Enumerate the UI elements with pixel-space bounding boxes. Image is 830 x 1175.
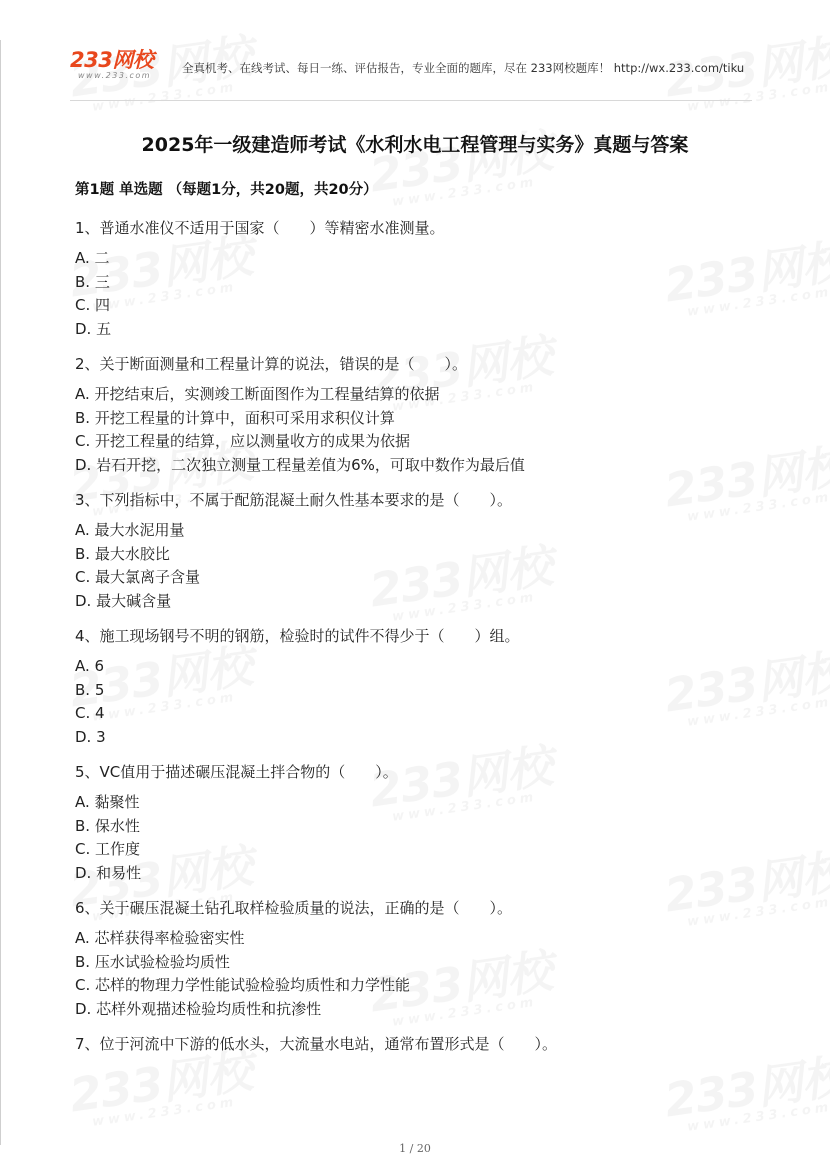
option: D. 最大碱含量: [75, 591, 172, 610]
option: A. 最大水泥用量: [75, 521, 185, 539]
option: C. 芯样的物理力学性能试验检验均质性和力学性能: [75, 976, 411, 994]
option: A. 黏聚性: [75, 793, 140, 811]
option: C. 开挖工程量的结算，应以测量收方的成果为依据: [75, 432, 411, 450]
option: D. 3: [75, 727, 106, 746]
option: B. 最大水胶比: [75, 544, 170, 563]
option: C. 工作度: [75, 840, 141, 858]
page-number: 1 / 20: [399, 1142, 431, 1155]
option: D. 五: [75, 319, 112, 338]
option: D. 芯样外观描述检验均质性和抗渗性: [75, 999, 322, 1018]
option: B. 5: [75, 680, 105, 699]
logo-text: 233网校: [70, 48, 154, 72]
option: C. 四: [75, 296, 111, 314]
question-stem: 3、下列指标中，不属于配筋混凝土耐久性基本要求的是（ ）。: [75, 491, 513, 509]
question: [75, 353, 790, 477]
header-slogan: 全真机考、在线考试、每日一练、评估报告，专业全面的题库，尽在 233网校题库！ http://wx.233.com/tiku: [182, 61, 745, 75]
option: C. 4: [75, 704, 105, 722]
logo-url: www.233.com: [78, 71, 152, 80]
question-stem: 5、VC值用于描述碾压混凝土拌合物的（ ）。: [75, 763, 398, 781]
question-list: [75, 217, 790, 1067]
option: D. 和易性: [75, 863, 142, 882]
question-stem: 4、施工现场钢号不明的钢筋，检验时的试件不得少于（ ）组。: [75, 627, 520, 645]
option: C. 最大氯离子含量: [75, 568, 201, 586]
document-title: 2025年一级建造师考试《水利水电工程管理与实务》真题与答案: [141, 134, 689, 156]
option: B. 压水试验检验均质性: [75, 952, 230, 971]
question: [75, 489, 790, 613]
page-header: [70, 50, 752, 101]
question: [75, 1033, 790, 1055]
question: [75, 761, 790, 885]
option: A. 二: [75, 249, 110, 267]
question-stem: 2、关于断面测量和工程量计算的说法，错误的是（ ）。: [75, 355, 468, 373]
section-heading: 第1题 单选题 （每题1分，共20题，共20分）: [75, 182, 378, 198]
question: [75, 217, 790, 341]
question-stem: 7、位于河流中下游的低水头，大流量水电站，通常布置形式是（ ）。: [75, 1035, 558, 1053]
option: A. 6: [75, 657, 105, 675]
option: B. 开挖工程量的计算中，面积可采用求积仪计算: [75, 408, 395, 427]
option: A. 开挖结束后，实测竣工断面图作为工程量结算的依据: [75, 385, 440, 403]
option: D. 岩石开挖，二次独立测量工程量差值为6%，可取中数作为最后值: [75, 455, 525, 474]
option: A. 芯样获得率检验密实性: [75, 929, 245, 947]
question: [75, 897, 790, 1021]
option: B. 三: [75, 272, 110, 291]
question: [75, 625, 790, 749]
option: B. 保水性: [75, 816, 140, 835]
question-stem: 6、关于碾压混凝土钻孔取样检验质量的说法，正确的是（ ）。: [75, 899, 513, 917]
page-edge: [0, 40, 1, 1145]
logo[interactable]: [70, 50, 153, 80]
question-stem: 1、普通水准仪不适用于国家（ ）等精密水准测量。: [75, 219, 445, 237]
